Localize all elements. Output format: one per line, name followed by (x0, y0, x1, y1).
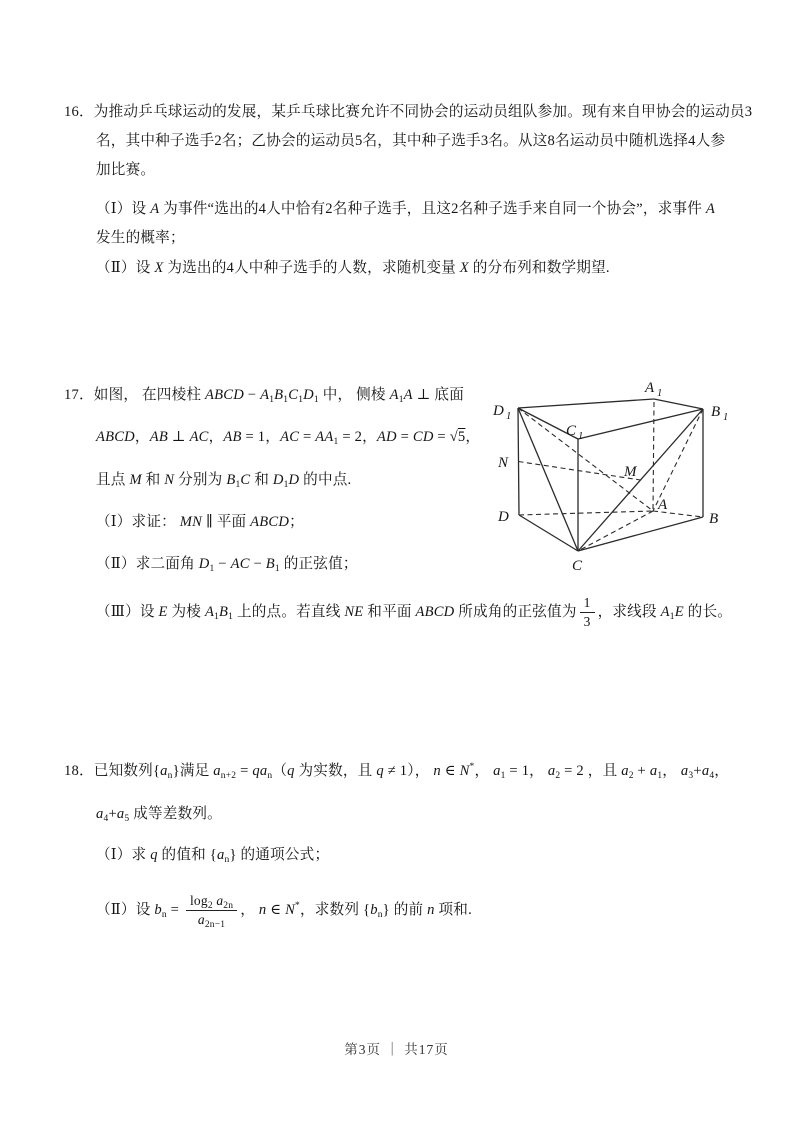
p17-line1: 17．如图， 在四棱柱 ABCD − $A_1B_1C_1D_1$ 中， 侧棱 $A_1A$ ⊥ 底面 (64, 387, 464, 405)
p16-part1: （Ⅰ）设 A 为事件“选出的4人中恰有2名种子选手，且这2名种子选手来自同一个协会”，求事件 A (96, 201, 715, 217)
p16-line1: 16．为推动乒乓球运动的发展，某乒乓球比赛允许不同协会的运动员组队参加。现有来自甲协会的运动员3 (64, 104, 753, 120)
edge-a1-b1 (654, 399, 703, 409)
label-a1: A (645, 380, 655, 396)
p18-line2: $a_4+a_5$ 成等差数列。 (96, 806, 222, 824)
solid-edges (518, 399, 703, 551)
segment-n-m (519, 462, 641, 481)
prism-figure (481, 371, 753, 583)
p17-part2: （Ⅱ）求二面角 $D_1$ − AC − $B_1$ 的正弦值； (96, 556, 358, 574)
edge-a1-a (653, 402, 654, 511)
p18-line1: 18．已知数列$\{a_n\}$满足 $a_{n+2} = qa_n(q$ 为实数，且 q ≠ 1）， n ∈ N*， $a_1 = 1$， $a_2 = 2$ ，且 $a_2 + a_1$， $a_3+a_4$， (64, 762, 730, 781)
label-b1: B (711, 404, 721, 420)
edge-c1-b1 (578, 409, 703, 439)
edge-d-a (519, 511, 653, 515)
edge-d1-a1 (518, 399, 654, 408)
diagonal-b1-a (653, 409, 703, 511)
label-d1-sub: 1 (506, 411, 512, 422)
diagonal-a-c (578, 511, 653, 551)
label-c1: C (566, 423, 577, 439)
p16-part1-cont: 发生的概率； (96, 230, 185, 246)
prism-svg (481, 371, 753, 583)
diagonal-d1-a (518, 408, 653, 511)
p17-part1: （Ⅰ）求证： MN ∥ 平面 ABCD； (96, 514, 304, 530)
edge-d-c (519, 515, 578, 551)
vertex-labels (492, 380, 728, 574)
label-b: B (709, 511, 719, 527)
label-m: M (624, 464, 637, 480)
edge-c-b (578, 517, 703, 551)
p16-line3: 加比赛。 (96, 162, 156, 178)
p16-part2: （Ⅱ）设 X 为选出的4人中种子选手的人数，求随机变量 X 的分布列和数学期望. (96, 260, 610, 276)
dashed-edges (518, 402, 703, 551)
label-a: A (658, 497, 668, 513)
page-footer: 第3页 ｜ 共17页 (344, 1042, 449, 1057)
p17-line3: 且点 M 和 N 分别为 $B_1C$ 和 $D_1D$ 的中点. (96, 472, 352, 490)
p18-part2: （Ⅱ）设 $b_n$ = $\frac{\log_2 a_{2n}}{a_{2n-1}}$ ， n ∈ N*，求数列 $\{b_n\}$ 的前 n 项和. (96, 893, 472, 931)
label-d: D (498, 509, 509, 525)
label-b1-sub: 1 (723, 412, 729, 423)
p16-line2: 名，其中种子选手2名；乙协会的运动员5名，其中种子选手3名。从这8名运动员中随机选择4人参 (96, 133, 726, 149)
label-c1-sub: 1 (578, 431, 584, 442)
label-a1-sub: 1 (657, 388, 663, 399)
p17-line2: ABCD，AB ⊥ AC，AB = 1，AC = $AA_1 = 2$，AD = CD = √5， (96, 429, 481, 447)
label-n: N (498, 455, 509, 471)
p17-part3: （Ⅲ）设 E 为棱 $A_1B_1$ 上的点。若直线 NE 和平面 ABCD 所成角的正弦值为 $\frac{1}{3}$ ，求线段 $A_1E$ 的长。 (96, 595, 733, 630)
p18-part1: （Ⅰ）求 q 的值和 $\{a_n\}$ 的通项公式； (96, 847, 330, 865)
label-c: C (572, 558, 583, 574)
label-d1: D (493, 403, 504, 419)
